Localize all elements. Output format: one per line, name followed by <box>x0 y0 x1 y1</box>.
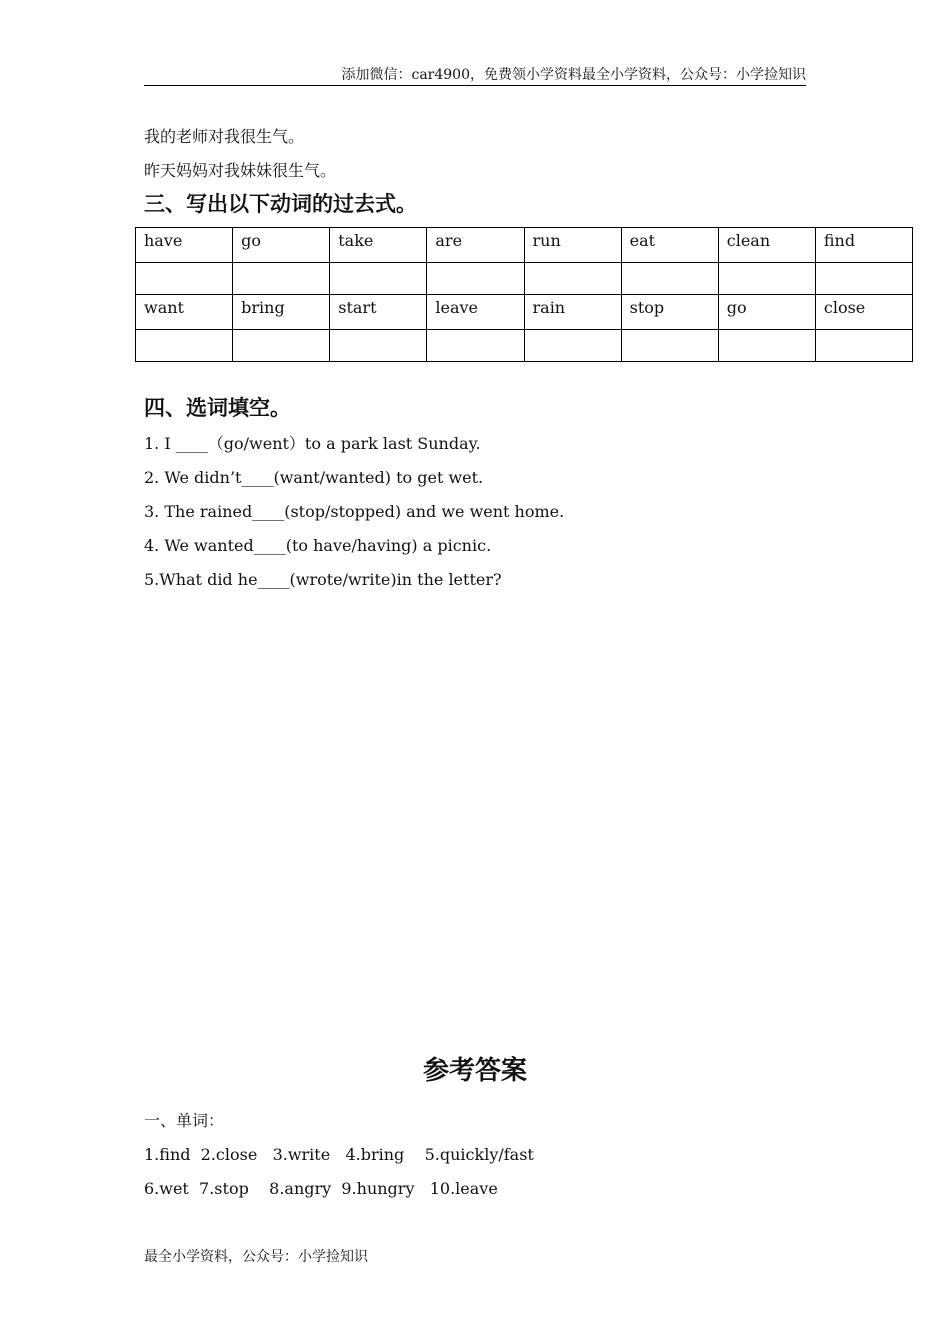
blank-cell[interactable] <box>621 263 718 295</box>
question-1: 1. I ____（go/went）to a park last Sunday. <box>144 434 481 453</box>
verb-cell: run <box>524 228 621 263</box>
verb-cell: want <box>136 295 233 330</box>
verb-cell: have <box>136 228 233 263</box>
blank-cell[interactable] <box>718 263 815 295</box>
table-row <box>136 228 913 263</box>
answer-subtitle: 一、单词： <box>144 1111 225 1130</box>
verb-cell: close <box>815 295 912 330</box>
table-row <box>136 295 913 330</box>
verb-cell: take <box>330 228 427 263</box>
verb-cell: start <box>330 295 427 330</box>
blank-cell[interactable] <box>233 263 330 295</box>
blank-cell[interactable] <box>524 263 621 295</box>
sentence-1: 我的老师对我很生气。 <box>144 127 305 146</box>
question-2: 2. We didn’t____(want/wanted) to get wet. <box>144 468 484 487</box>
verb-cell: bring <box>233 295 330 330</box>
answer-row <box>136 330 913 362</box>
question-3: 3. The rained____(stop/stopped) and we went home. <box>144 502 565 521</box>
verb-cell: leave <box>427 295 524 330</box>
blank-cell[interactable] <box>524 330 621 362</box>
section-3-title: 三、写出以下动词的过去式。 <box>144 192 417 216</box>
answer-line-1: 1.find 2.close 3.write 4.bring 5.quickly/fast <box>144 1145 534 1164</box>
sentence-2: 昨天妈妈对我妹妹很生气。 <box>144 161 337 180</box>
verb-cell: rain <box>524 295 621 330</box>
verb-cell: are <box>427 228 524 263</box>
blank-cell[interactable] <box>233 330 330 362</box>
answer-line-2: 6.wet 7.stop 8.angry 9.hungry 10.leave <box>144 1179 498 1198</box>
page-footer: 最全小学资料，公众号：小学捡知识 <box>144 1249 368 1265</box>
answer-row <box>136 263 913 295</box>
blank-cell[interactable] <box>427 330 524 362</box>
question-5: 5.What did he____(wrote/write)in the letter? <box>144 570 502 589</box>
blank-cell[interactable] <box>815 330 912 362</box>
verb-table <box>135 227 913 362</box>
blank-cell[interactable] <box>427 263 524 295</box>
verb-cell: find <box>815 228 912 263</box>
blank-cell[interactable] <box>718 330 815 362</box>
verb-cell: clean <box>718 228 815 263</box>
blank-cell[interactable] <box>815 263 912 295</box>
blank-cell[interactable] <box>136 263 233 295</box>
blank-cell[interactable] <box>330 263 427 295</box>
question-4: 4. We wanted____(to have/having) a picnic. <box>144 536 492 555</box>
verb-cell: eat <box>621 228 718 263</box>
blank-cell[interactable] <box>136 330 233 362</box>
blank-cell[interactable] <box>330 330 427 362</box>
section-4-title: 四、选词填空。 <box>144 396 291 420</box>
blank-cell[interactable] <box>621 330 718 362</box>
verb-cell: stop <box>621 295 718 330</box>
page-header: 添加微信：car4900，免费领小学资料最全小学资料，公众号：小学捡知识 <box>144 66 806 86</box>
verb-cell: go <box>718 295 815 330</box>
answer-key-title: 参考答案 <box>422 1056 527 1086</box>
verb-cell: go <box>233 228 330 263</box>
